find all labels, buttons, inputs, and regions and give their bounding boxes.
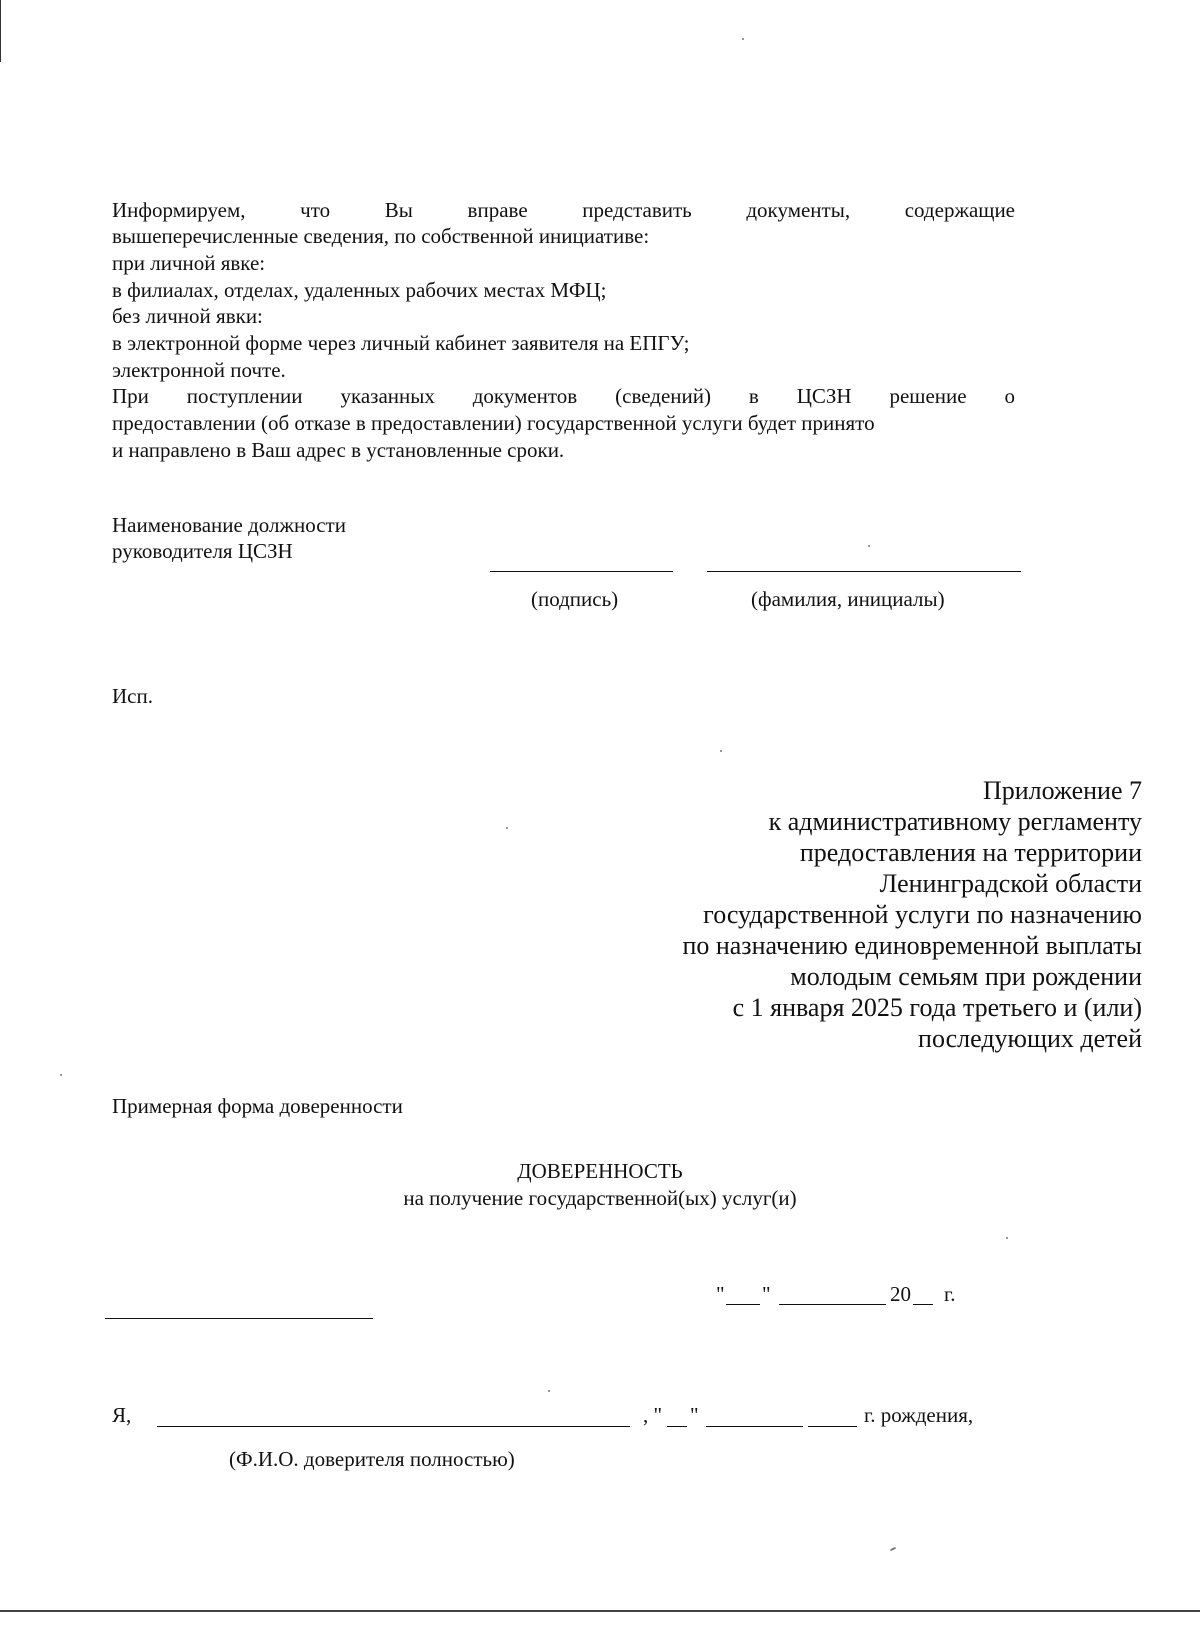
doc-title: ДОВЕРЕННОСТЬ <box>517 1159 683 1183</box>
name-line <box>707 571 1021 572</box>
scan-speck <box>720 750 722 752</box>
scan-edge-bottom <box>0 1610 1200 1612</box>
info-word: Информируем, <box>112 198 246 222</box>
scan-speck <box>1006 1237 1008 1239</box>
info-word: решение <box>889 384 967 408</box>
position-title-line-2: руководителя ЦСЗН <box>112 539 293 563</box>
birth-year-line <box>808 1426 857 1427</box>
date-open-quote: " <box>716 1282 725 1306</box>
info-word: Вы <box>384 198 413 222</box>
appendix-line: Приложение 7 <box>982 776 1142 805</box>
info-line-5: без личной явки: <box>112 304 263 328</box>
info-word: вправе <box>467 198 528 222</box>
info-line-1 <box>112 197 1015 223</box>
scan-speck <box>60 1074 62 1076</box>
scan-speck <box>890 1547 896 1551</box>
birth-close-quote: " <box>690 1403 699 1427</box>
info-line-7: электронной почте. <box>112 358 286 382</box>
appendix-line: молодым семьям при рождении <box>790 962 1142 991</box>
fio-line <box>157 1426 630 1427</box>
scan-edge-left <box>0 0 1 62</box>
date-year-line <box>913 1304 933 1305</box>
appendix-line: по назначению единовременной выплаты <box>682 931 1142 960</box>
scan-speck <box>868 545 870 547</box>
appendix-header <box>682 775 1142 1054</box>
info-word: в <box>748 384 759 408</box>
sample-form-title: Примерная форма доверенности <box>112 1094 403 1118</box>
info-line-4: в филиалах, отделах, удаленных рабочих местах МФЦ; <box>112 278 607 302</box>
info-word: (сведений) <box>615 384 711 408</box>
appendix-line: с 1 января 2025 года третьего и (или) <box>732 993 1142 1022</box>
executor-label: Исп. <box>112 684 153 708</box>
info-line-2: вышеперечисленные сведения, по собственной инициативе: <box>112 224 650 248</box>
scan-speck <box>548 1390 550 1392</box>
signature-line <box>490 571 673 572</box>
info-word: ЦСЗН <box>796 384 852 408</box>
fio-caption: (Ф.И.О. доверителя полностью) <box>229 1447 515 1471</box>
i-label: Я, <box>112 1403 132 1427</box>
info-word: документов <box>472 384 578 408</box>
info-word: документы, <box>746 198 851 222</box>
info-word: представить <box>582 198 692 222</box>
info-word: поступлении <box>186 384 303 408</box>
info-line-6: в электронной форме через личный кабинет заявителя на ЕПГУ; <box>112 331 690 355</box>
appendix-line: Ленинградской области <box>879 869 1142 898</box>
place-line <box>105 1318 373 1319</box>
info-line-9: предоставлении (об отказе в предоставлении) государственной услуги будет принято <box>112 411 875 435</box>
info-line-10: и направлено в Ваш адрес в установленные сроки. <box>112 438 565 462</box>
name-caption: (фамилия, инициалы) <box>751 587 945 611</box>
birth-suffix: г. рождения, <box>864 1403 974 1427</box>
appendix-line: к административному регламенту <box>768 807 1142 836</box>
info-word: что <box>300 198 331 222</box>
date-close-quote: " <box>762 1282 771 1306</box>
birth-month-line <box>706 1426 803 1427</box>
scan-speck <box>506 827 508 829</box>
info-word: При <box>112 384 149 408</box>
info-line-3: при личной явке: <box>112 251 266 275</box>
appendix-line: предоставления на территории <box>799 838 1142 867</box>
scan-speck <box>742 38 744 40</box>
date-day-line <box>726 1304 760 1305</box>
doc-subtitle: на получение государственной(ых) услуг(и) <box>403 1186 797 1210</box>
date-year-prefix: 20 <box>890 1282 911 1306</box>
birth-day-line <box>667 1426 687 1427</box>
date-year-suffix: г. <box>944 1282 956 1306</box>
info-word: о <box>1004 384 1015 408</box>
position-title-line-1: Наименование должности <box>112 513 346 537</box>
birth-separator: , " <box>643 1403 663 1427</box>
info-word: указанных <box>340 384 435 408</box>
appendix-line: государственной услуги по назначению <box>703 900 1142 929</box>
signature-caption: (подпись) <box>531 587 619 611</box>
info-word: содержащие <box>904 198 1015 222</box>
date-month-line <box>779 1304 886 1305</box>
info-line-8 <box>112 383 1015 409</box>
appendix-line: последующих детей <box>918 1024 1142 1053</box>
